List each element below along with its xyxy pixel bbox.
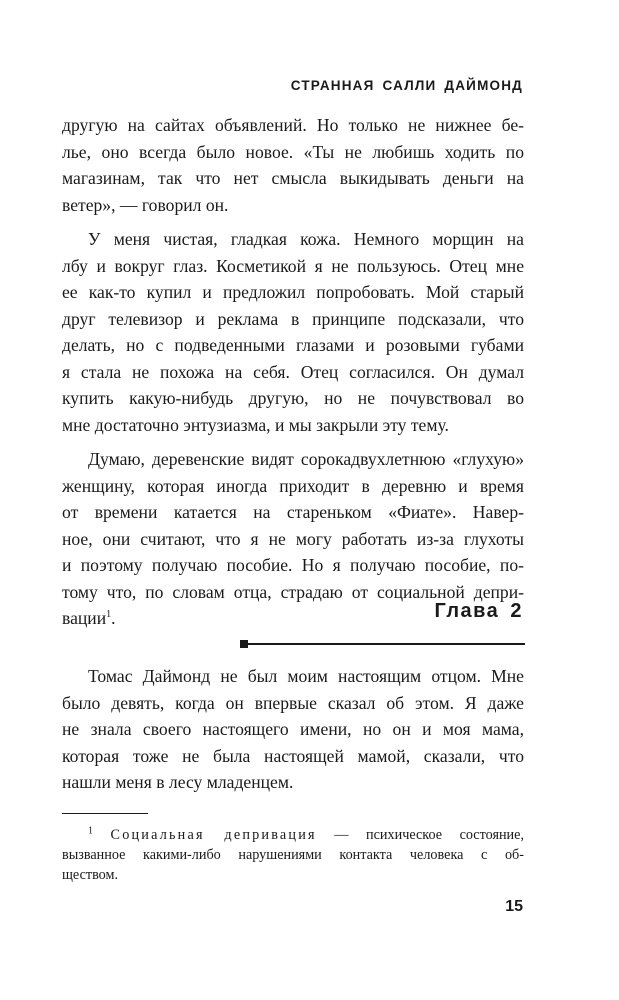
- footnote-term: Социальная депривация: [110, 827, 317, 843]
- text-line: мне достаточно энтузиазма, и мы закрыли эту тему.: [62, 414, 449, 435]
- chapter-title: Глава 2: [434, 600, 523, 622]
- text-line: другую на сайтах объявлений. Но только не нижнее бе-: [62, 115, 524, 135]
- body-text-lower: [62, 663, 524, 796]
- page-number: 15: [505, 898, 523, 915]
- text-line: купить какую-нибудь другую, но не почувствовал во: [62, 388, 524, 408]
- footnote-mark: 1: [88, 825, 93, 837]
- text-line: вации$^1$.: [62, 608, 116, 628]
- footnote-line: ществом.: [62, 867, 119, 883]
- text-line: не знала своего настоящего имени, но он и моя мама,: [62, 719, 524, 739]
- text-line: которая тоже не была настоящей мамой, сказали, что: [62, 745, 524, 766]
- footnote-line: вызванное какими-либо нарушениями контакта человека с об-: [62, 847, 524, 863]
- text-line: было девять, когда он впервые сказал об этом. Я даже: [62, 692, 524, 713]
- paragraph: [62, 226, 524, 438]
- text-line: магазинам, так что нет смысла выкидывать деньги на: [62, 168, 524, 188]
- text-line: друг телевизор и реклама в принципе подсказали, что: [62, 308, 524, 329]
- text-line: от времени катается на стареньком «Фиате». Навер-: [62, 502, 524, 522]
- footnote: [62, 825, 524, 885]
- text-line: я стала не похожа на себя. Отец согласился. Он думал: [62, 361, 524, 382]
- text-line: ное, они считают, что я не могу работать из-за глухоты: [62, 528, 524, 549]
- paragraph: [62, 663, 524, 796]
- text-line: делать, но с подведенными глазами и розовыми губами: [62, 335, 524, 355]
- text-line: Томас Даймонд не был моим настоящим отцом. Мне: [88, 666, 524, 686]
- text-line: тому что, по словам отца, страдаю от социальной депри-: [62, 581, 524, 602]
- text-line: ее как-то купил и предложил попробовать. Мой старый: [62, 282, 524, 302]
- paragraph: [62, 112, 524, 218]
- chapter-ornament-rule: [240, 640, 525, 648]
- text-line: Думаю, деревенские видят сорокадвухлетнюю «глухую»: [88, 449, 524, 469]
- text-line: нашли меня в лесу младенцем.: [62, 772, 294, 792]
- ornament-square: [240, 640, 248, 648]
- text-line: лбу и вокруг глаз. Косметикой я не пользуюсь. Отец мне: [62, 255, 524, 276]
- body-text-upper: [62, 112, 524, 632]
- text-line: лье, оно всегда было новое. «Ты не любишь ходить по: [62, 141, 524, 162]
- footnote-reference[interactable]: 1: [106, 609, 112, 621]
- text-line: ветер», — говорил он.: [62, 194, 229, 215]
- text-line: У меня чистая, гладкая кожа. Немного морщин на: [88, 229, 524, 249]
- text-line: женщину, которая иногда приходит в деревню и время: [62, 475, 524, 496]
- text-fragment: вации: [62, 608, 107, 628]
- footnote-definition: — психическое состояние,: [316, 827, 524, 843]
- footnote-divider: [62, 813, 148, 814]
- running-head: СТРАННАЯ САЛЛИ ДАЙМОНД: [290, 78, 523, 93]
- text-line: и поэтому получаю пособие. Но я получаю пособие, по-: [62, 555, 524, 575]
- ornament-line: [248, 643, 525, 645]
- footnote-line: [62, 825, 524, 845]
